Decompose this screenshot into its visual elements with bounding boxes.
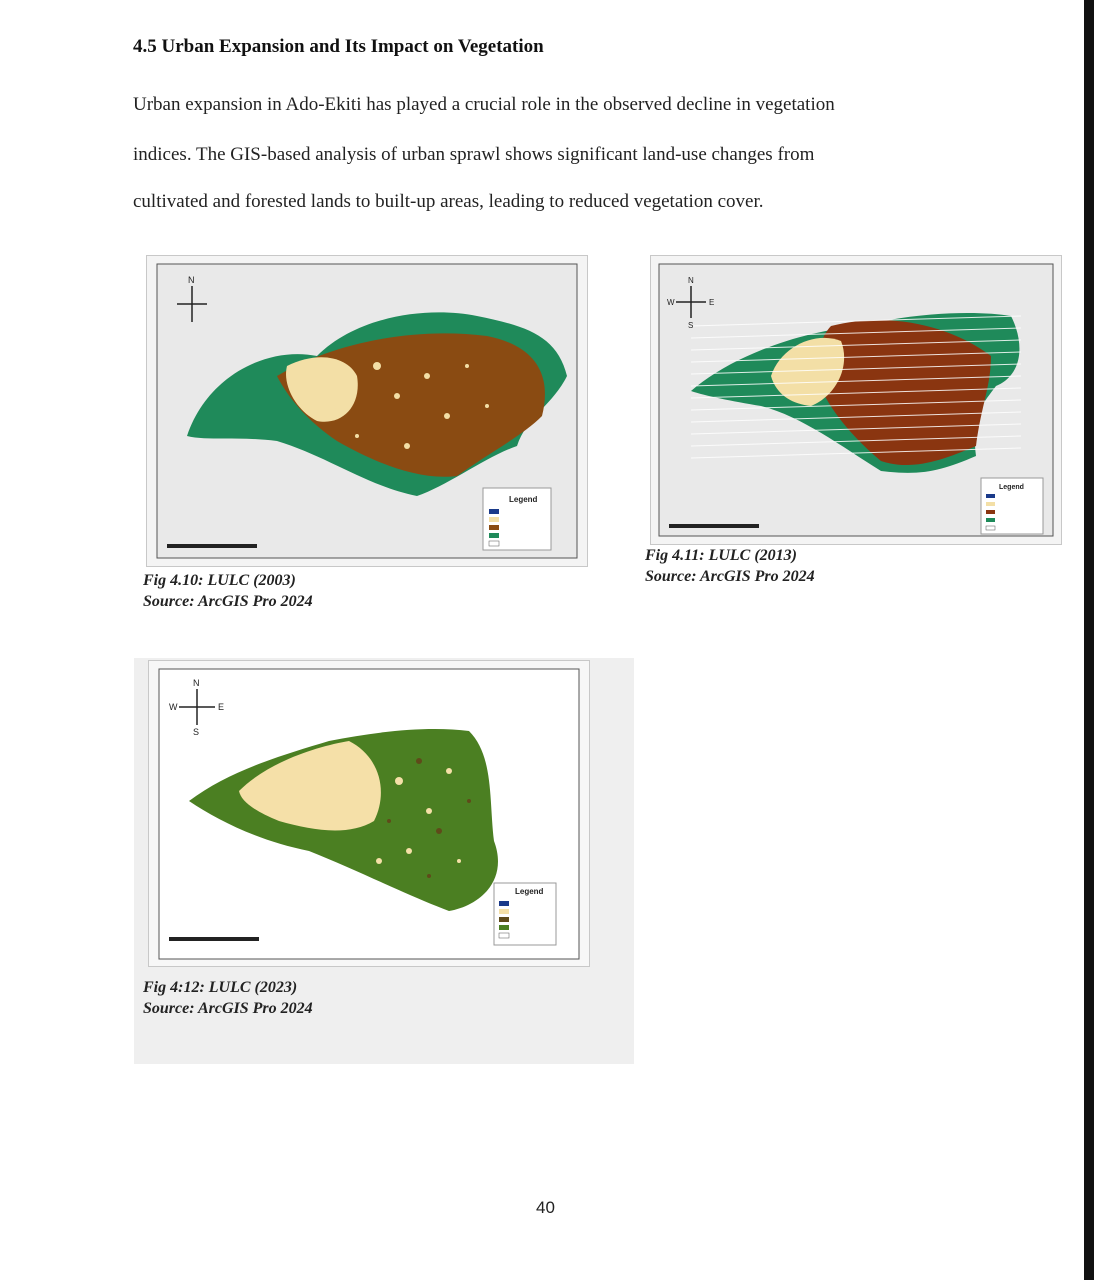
scale-bar xyxy=(167,544,257,548)
page-number: 40 xyxy=(536,1198,555,1217)
svg-text:W: W xyxy=(169,702,178,712)
map-figure-2003 xyxy=(146,255,588,567)
source-2003: Source: ArcGIS Pro 2024 xyxy=(143,593,313,610)
svg-text:N: N xyxy=(193,678,200,688)
caption-2013: Fig 4.11: LULC (2013) xyxy=(645,547,797,564)
lulc-map-2003 xyxy=(147,256,587,566)
legend-title: Legend xyxy=(515,887,544,896)
caption-2023: Fig 4:12: LULC (2023) xyxy=(143,979,298,996)
legend-title: Legend xyxy=(509,495,538,504)
paragraph-line-1: Urban expansion in Ado-Ekiti has played a crucial role in the observed decline in vegetation xyxy=(133,94,835,115)
caption-2003: Fig 4.10: LULC (2003) xyxy=(143,572,296,589)
compass-n: N xyxy=(188,275,195,285)
lulc-map-2013 xyxy=(651,256,1061,544)
svg-text:E: E xyxy=(218,702,225,712)
svg-text:S: S xyxy=(193,727,200,737)
paragraph-line-2: indices. The GIS-based analysis of urban sprawl shows significant land-use changes from xyxy=(133,144,815,165)
svg-text:E: E xyxy=(709,298,715,307)
map-figure-2013 xyxy=(650,255,1062,545)
viewer-edge xyxy=(1084,0,1094,1280)
source-2013: Source: ArcGIS Pro 2024 xyxy=(645,568,815,585)
svg-text:W: W xyxy=(667,298,675,307)
scale-bar xyxy=(169,937,259,941)
svg-text:N: N xyxy=(688,276,694,285)
section-heading: 4.5 Urban Expansion and Its Impact on Vegetation xyxy=(133,36,544,57)
map-figure-2023 xyxy=(148,660,590,967)
source-2023: Source: ArcGIS Pro 2024 xyxy=(143,1000,313,1017)
lulc-map-2023 xyxy=(149,661,589,966)
legend-title: Legend xyxy=(999,484,1024,491)
svg-text:S: S xyxy=(688,321,694,330)
paragraph-line-3: cultivated and forested lands to built-up areas, leading to reduced vegetation cover. xyxy=(133,191,764,212)
scale-bar xyxy=(669,524,759,528)
